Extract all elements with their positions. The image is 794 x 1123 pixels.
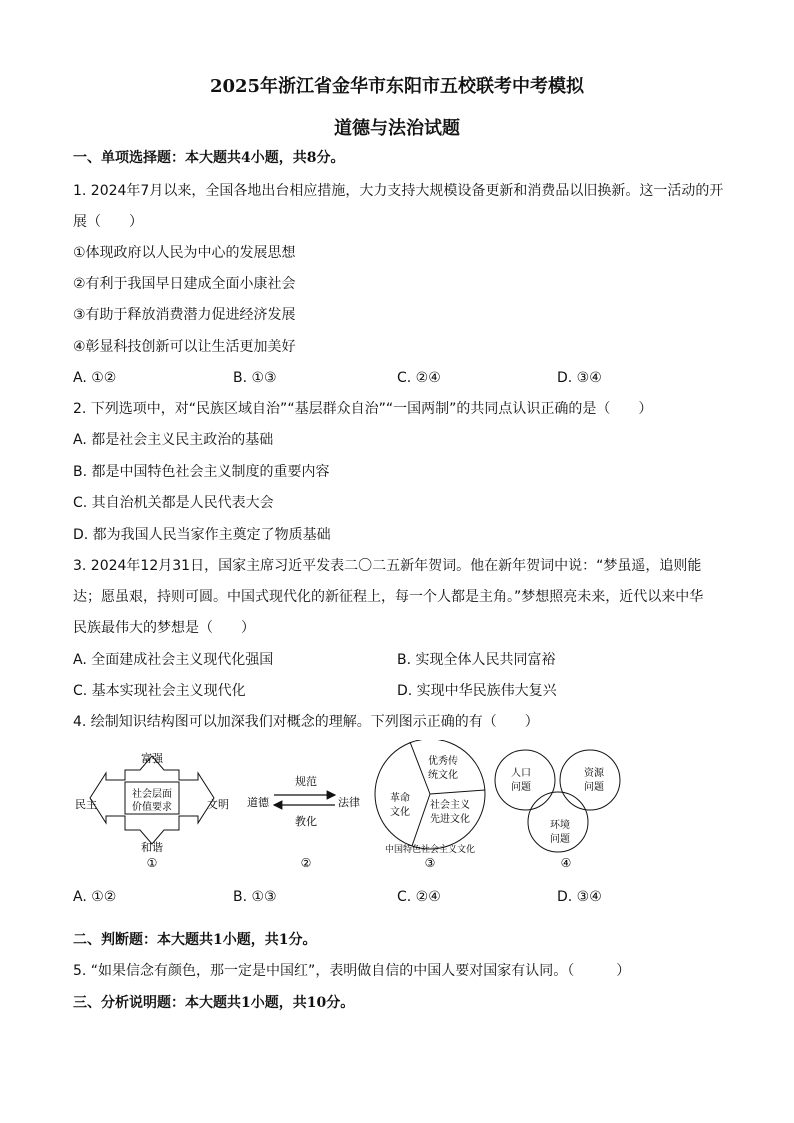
question-2-option-b: B. 都是中国特色社会主义制度的重要内容 [73, 464, 330, 480]
figure-3-divider-2 [430, 790, 485, 794]
question-5-stem: 5. “如果信念有颜色，那一定是中国红”，表明做自信的中国人要对国家有认同。（ ） [73, 963, 631, 979]
question-4-option-b: B. ①③ [233, 889, 277, 905]
question-1-item-3: ③有助于释放消费潜力促进经济发展 [73, 307, 296, 323]
figure-3-caption: 中国特色社会主义文化 [384, 845, 476, 855]
figure-2-right-label: 法律 [338, 796, 360, 809]
question-4-stem: 4. 绘制知识结构图可以加深我们对概念的理解。下列图示正确的有（ ） [73, 714, 539, 730]
figure-3-segment-3-line2: 先进文化 [430, 814, 470, 825]
page-title: 2025年浙江省金华市东阳市五校联考中考模拟 [209, 76, 585, 97]
figure-3-divider-3 [412, 794, 430, 846]
figure-4-circle-population [495, 750, 555, 810]
question-1-item-1: ①体现政府以人民为中心的发展思想 [73, 245, 296, 261]
section-heading-2: 二、判断题：本大题共1小题，共1分。 [73, 932, 317, 948]
question-3-option-d: D. 实现中华民族伟大复兴 [397, 683, 557, 699]
figure-4-number: ④ [560, 856, 572, 870]
question-2-stem: 2. 下列选项中，对“民族区域自治”“基层群众自治”“一国两制”的共同点认识正确的是（ ） [73, 401, 653, 417]
question-2-option-a: A. 都是社会主义民主政治的基础 [73, 432, 274, 448]
figure-1-top-label: 富强 [141, 752, 163, 765]
figure-3-segment-2-line2: 文化 [390, 807, 410, 818]
question-1-option-d: D. ③④ [557, 370, 602, 386]
figure-1-cross-arrow [90, 756, 214, 844]
section-heading-1: 一、单项选择题：本大题共4小题，共8分。 [73, 150, 345, 166]
question-1-item-2: ②有利于我国早日建成全面小康社会 [73, 276, 296, 292]
figure-2-left-label: 道德 [247, 796, 269, 809]
question-4-option-a: A. ①② [73, 889, 117, 905]
question-2-option-c: C. 其自治机关都是人民代表大会 [73, 495, 274, 511]
question-4-option-d: D. ③④ [557, 889, 602, 905]
figure-2-bottom-label: 教化 [295, 815, 317, 828]
figure-4-resources-line1: 资源 [584, 768, 604, 779]
question-1-stem-line2: 展（ ） [73, 214, 143, 230]
question-3-option-b: B. 实现全体人民共同富裕 [397, 652, 556, 668]
figure-3-segment-1-line2: 统文化 [428, 770, 458, 781]
question-4-option-c: C. ②④ [397, 889, 441, 905]
figure-2-number: ② [300, 856, 312, 870]
figure-4-resources-line2: 问题 [584, 782, 604, 793]
page-subtitle: 道德与法治试题 [334, 118, 460, 139]
figure-4-population-line2: 问题 [511, 782, 531, 793]
figure-4-population-line1: 人口 [511, 768, 531, 779]
figure-4-circle-resources [560, 750, 620, 810]
figure-4-environment-line1: 环境 [550, 820, 570, 831]
figure-1-bottom-label: 和谐 [141, 841, 163, 854]
question-1-item-4: ④彰显科技创新可以让生活更加美好 [73, 339, 296, 355]
question-2-option-d: D. 都为我国人民当家作主奠定了物质基础 [73, 527, 331, 543]
question-3-stem-line3: 民族最伟大的梦想是（ ） [73, 620, 255, 636]
section-heading-3: 三、分析说明题：本大题共1小题，共10分。 [73, 995, 355, 1011]
question-3-stem-line2: 达；愿虽艰，持则可圆。中国式现代化的新征程上，每一个人都是主角。”梦想照亮未来，近代以来中华 [73, 589, 704, 605]
question-4-diagrams [0, 740, 794, 875]
figure-3-number: ③ [424, 856, 436, 870]
question-3-stem-line1: 3. 2024年12月31日，国家主席习近平发表二〇二五新年贺词。他在新年贺词中说：“梦虽遥，追则能 [73, 558, 702, 574]
figure-3-divider-1 [410, 742, 430, 794]
figure-2-top-label: 规范 [295, 775, 317, 788]
figure-4-environment-line2: 问题 [550, 834, 570, 845]
question-3-option-c: C. 基本实现社会主义现代化 [73, 683, 246, 699]
question-1-option-a: A. ①② [73, 370, 117, 386]
question-1-option-c: C. ②④ [397, 370, 441, 386]
figure-3-segment-3-line1: 社会主义 [430, 800, 470, 811]
figure-3-segment-1-line1: 优秀传 [428, 756, 458, 767]
figure-1-right-label: 文明 [207, 798, 229, 811]
figure-1-center-line1: 社会层面 [132, 789, 172, 800]
figure-3-segment-2-line1: 革命 [390, 793, 410, 804]
question-1-stem-line1: 1. 2024年7月以来，全国各地出台相应措施，大力支持大规模设备更新和消费品以旧换新。这一活动的开 [73, 183, 724, 199]
figure-1-center-line2: 价值要求 [132, 802, 172, 813]
figure-1-number: ① [146, 856, 158, 870]
question-1-option-b: B. ①③ [233, 370, 277, 386]
question-3-option-a: A. 全面建成社会主义现代化强国 [73, 652, 274, 668]
figure-1-left-label: 民主 [75, 798, 97, 811]
